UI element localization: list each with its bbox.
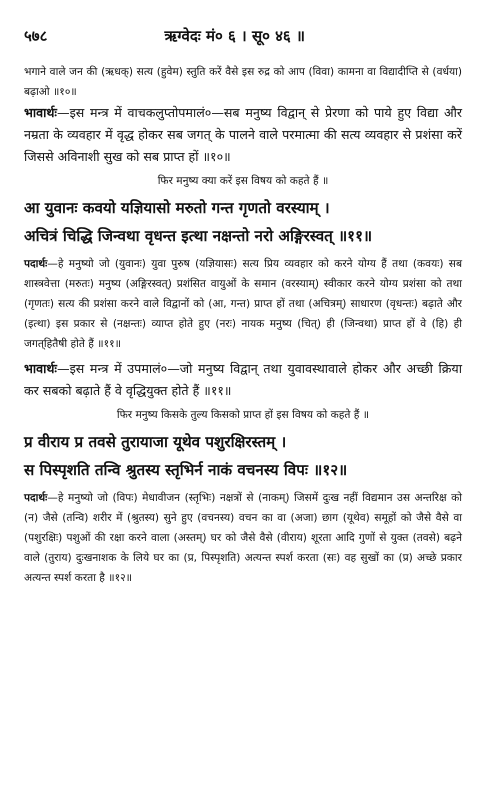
bhavarth-label: भावार्थः	[24, 105, 57, 120]
bhavarth-10	[24, 102, 462, 168]
subject-intro-11: फिर मनुष्य क्या करें इस विषय को कहते हैं ॥	[157, 175, 329, 187]
mantra-line: प्र वीराय प्र तवसे तुरायाजा यूथेव पशुरक्षिरस्तम् ।	[24, 433, 287, 451]
mantra-12	[24, 428, 462, 484]
mantra-11	[24, 194, 462, 250]
mantra-line: आ युवानः कवयो यज्ञियासो मरुतो गन्त गृणतो वरस्याम् ।	[24, 199, 330, 217]
padarth-11	[24, 254, 462, 354]
bhavarth-text: —इस मन्त्र में उपमालं०—जो मनुष्य विद्वान् तथा युवावस्थावाले होकर और अच्छी क्रिया कर सबको बढ़ाते हैं वे वृद्धियुक्त होते हैं ॥११॥	[24, 361, 462, 398]
mantra-line: स पिस्पृशति तन्वि श्रुतस्य स्तृभिर्न नाकं वचनस्य विपः ॥१२॥	[24, 461, 348, 479]
paragraph-continuation: भगाने वाले जन की (ऋधक्) सत्य (हुवेम) स्तुति करें वैसे इस रुद्र को आप (विवा) कामना वा विद्यादीप्ति से (वर्धया) बढ़ाओ ॥१०॥	[24, 66, 462, 98]
running-title: ऋग्वेदः मं० ६ । सू० ४६ ॥	[164, 27, 305, 45]
padarth-text: —हे मनुष्यो जो (विपः) मेधावीजन (स्तृभिः) नक्षत्रों से (नाकम्) जिसमें दुःख नहीं विद्यमान उस अन्तरिक्ष को (न) जैसे (तन्वि) शरीर में (श्रुतस्य) सुने हुए (वचनस्य) वचन का वा (अजा) छाग (यूथेव) समूहों को जैसे वैसे वा (पशुरक्षिः) पशुओं की रक्षा करने वाला (अस्तम्) घर को जैसे वैसे (वीराय) शूरता आदि गुणों से युक्त (तवसे) बढ़ने वाले (तुराय) दुःखनाशक के लिये घर का (प्र, पिस्पृशति) अत्यन्त स्पर्श करता (सः) वह सुखों का (प्र) अच्छे प्रकार अत्यन्त स्पर्श करता है ॥१२॥	[24, 492, 463, 584]
subject-intro-12: फिर मनुष्य किसके तुल्य किसको प्राप्त हों इस विषय को कहते हैं ॥	[116, 409, 370, 421]
bhavarth-text: —इस मन्त्र में वाचकलुप्तोपमालं०—सब मनुष्य विद्वान् से प्रेरणा को पाये हुए विद्या और नम्रता के व्यवहार में वृद्ध होकर सब जगत् के पालने वाले परमात्मा की सत्य व्यवहार से प्रशंसा करें जिससे अविनाशी सुख को सब प्राप्त हों ॥१०॥	[24, 105, 462, 164]
bhavarth-label: भावार्थः	[24, 361, 57, 376]
padarth-12	[24, 488, 462, 588]
page-number: ५७८	[24, 27, 48, 45]
padarth-label: पदार्थः	[24, 258, 48, 270]
padarth-text: —हे मनुष्यो जो (युवानः) युवा पुरुष (यज्ञियासः) सत्य प्रिय व्यवहार को करने योग्य हैं तथा (कवयः) सब शास्त्रवेत्ता (मरुतः) मनुष्य (अङ्गिरस्वत्) प्रशंसित वायुओं के समान (वरस्याम्) स्वीकार करने योग्य प्रशंसा को तथा (गृणतः) सत्य की प्रशंसा करने वाले विद्वानों को (आ, गन्त) प्राप्त हों तथा (अचित्रम्) साधारण (वृधन्तः) बढ़ाते और (इत्था) इस प्रकार से (नक्षन्तः) व्याप्त होते हुए (नरः) नायक मनुष्य (चित्) ही (जिन्वथा) प्राप्त हों वे (हि) ही जगत्‌हितैषी होते हैं ॥११॥	[24, 258, 462, 350]
padarth-label: पदार्थः	[24, 492, 48, 504]
bhavarth-11	[24, 358, 462, 402]
mantra-line: अचित्रं चिद्धि जिन्वथा वृधन्त इत्था नक्षन्तो नरो अङ्गिरस्वत् ॥११॥	[24, 227, 373, 245]
page-header	[24, 26, 462, 46]
